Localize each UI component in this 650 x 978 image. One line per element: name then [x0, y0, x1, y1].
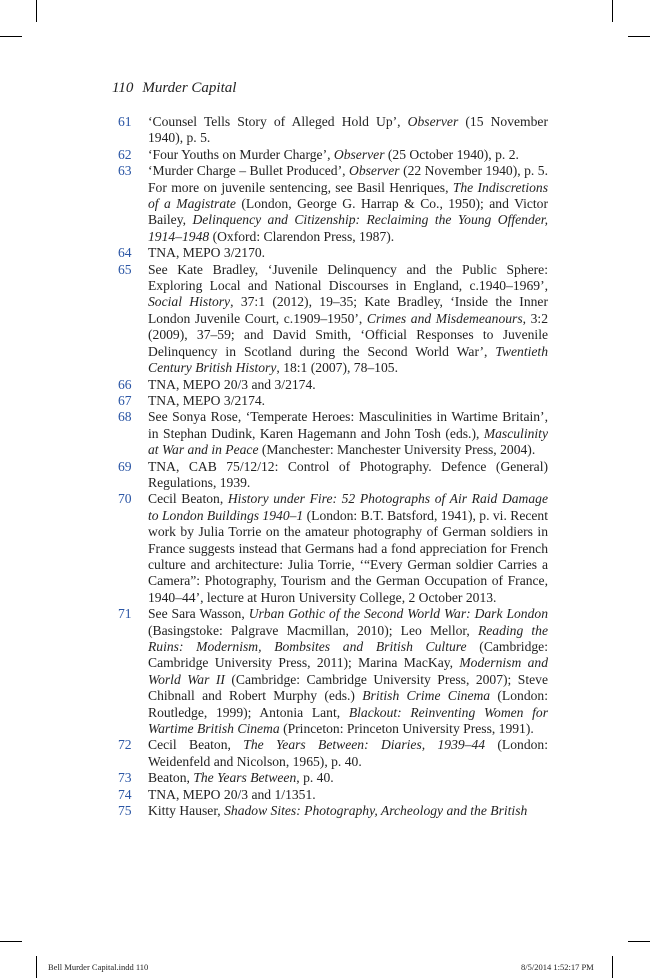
crop-mark	[628, 941, 650, 942]
endnote-number[interactable]: 68	[118, 409, 132, 425]
crop-mark	[0, 36, 22, 37]
running-head	[112, 80, 236, 97]
endnote	[118, 114, 548, 147]
endnote-number[interactable]: 69	[118, 458, 132, 474]
endnote-text-segment: (Oxford: Clarendon Press, 1987).	[209, 228, 395, 244]
crop-mark	[0, 941, 22, 942]
endnote-title-italic: Shadow Sites: Photography, Archeology and the British	[224, 803, 528, 819]
endnote-text	[148, 459, 548, 490]
endnote-text-segment: TNA, MEPO 3/2174.	[148, 392, 266, 408]
endnote-title-italic: Blackout: Reinventing Women for Wartime British Cinema	[148, 704, 549, 737]
endnote-text-segment: TNA, MEPO 20/3 and 1/1351.	[148, 786, 316, 802]
endnote-text	[148, 114, 548, 145]
endnote-title-italic: British Crime Cinema	[362, 688, 491, 704]
endnote-text-segment: ‘Counsel Tells Story of Alleged Hold Up’,	[148, 114, 408, 129]
endnote-text-segment: (25 October 1940), p. 2.	[384, 146, 519, 162]
endnote-text-segment: (Cambridge: Cambridge University Press, 2011); Marina MacKay,	[148, 639, 548, 671]
endnote-number[interactable]: 62	[118, 146, 132, 162]
endnote-title-italic: Observer	[349, 163, 400, 179]
endnote-text	[148, 245, 265, 260]
endnote	[118, 770, 548, 786]
endnote-text-segment: See Kate Bradley, ‘Juvenile Delinquency and the Public Sphere: Exploring Local and National Discourses in England, c.1940–1969’,	[148, 261, 548, 294]
endnote-text	[148, 737, 548, 768]
endnote-number[interactable]: 72	[118, 737, 132, 753]
endnote	[118, 737, 548, 770]
crop-mark	[628, 36, 650, 37]
endnote-text-segment: (Basingstoke: Palgrave Macmillan, 2010); Leo Mellor,	[148, 622, 478, 638]
crop-mark	[612, 0, 613, 22]
crop-mark	[612, 956, 613, 978]
endnote-text-segment: (Princeton: Princeton University Press, 1991).	[279, 721, 534, 737]
endnote-text	[148, 163, 548, 244]
endnote-text	[148, 606, 548, 736]
endnote-text-segment: TNA, CAB 75/12/12: Control of Photography. Defence (General) Regulations, 1939.	[148, 458, 548, 490]
endnote-number[interactable]: 64	[118, 245, 132, 261]
endnote-title-italic: Observer	[407, 114, 459, 129]
endnote-text-segment: Kitty Hauser,	[148, 803, 225, 819]
endnote-text-segment: ‘Four Youths on Murder Charge’,	[148, 146, 334, 162]
endnote-text-segment: TNA, MEPO 3/2170.	[148, 245, 266, 261]
endnote-text-segment: (London: B.T. Batsford, 1941), p. vi. Recent work by Julia Torrie on the amateur photography of German soldiers in France suggests instead that Germans had a fond appreciation for French culture and architecture: Julia Torrie, ‘“Every German soldier Carries a Camera”: Photography, Tourism and the German Occupation of France, 1940–44’, lecture at Huron University College, 2 October 2013.	[148, 507, 548, 605]
endnote-title-italic: The Years Between: Diaries, 1939–44	[243, 737, 486, 753]
endnote	[118, 606, 548, 737]
endnote-title-italic: Reading the Ruins: Modernism, Bombsites and British Culture	[148, 622, 548, 654]
endnote-number[interactable]: 61	[118, 114, 132, 129]
endnote-text-segment: ‘Murder Charge – Bullet Produced’,	[148, 163, 349, 179]
endnote	[118, 393, 548, 409]
endnote-text	[148, 787, 316, 802]
endnote-title-italic: Observer	[333, 146, 385, 162]
endnote-text	[148, 803, 527, 818]
endnote-number[interactable]: 75	[118, 803, 132, 819]
endnote-text-segment: , 3:2 (2009), 37–59; and David Smith, ‘Official Responses to Juvenile Delinquency in Scotland during the Second World War’,	[148, 310, 548, 359]
endnote-text-segment: (Cambridge: Cambridge University Press, 2007); Steve Chibnall and Robert Murphy (eds.)	[148, 671, 548, 704]
endnote-text-segment: Beaton,	[148, 770, 194, 786]
endnote-text-segment: (Manchester: Manchester University Press, 2004).	[258, 442, 536, 458]
endnote	[118, 262, 548, 377]
endnote-title-italic: Urban Gothic of the Second World War: Dark London	[248, 606, 548, 622]
endnote-text-segment: , 18:1 (2007), 78–105.	[276, 360, 398, 376]
endnote-title-italic: Masculinity at War and in Peace	[148, 425, 548, 458]
endnote	[118, 147, 548, 163]
endnote-title-italic: Modernism and World War II	[148, 655, 548, 687]
endnote-number[interactable]: 73	[118, 770, 132, 786]
endnote-number[interactable]: 67	[118, 392, 132, 408]
endnote-number[interactable]: 74	[118, 786, 132, 802]
endnote-number[interactable]: 65	[118, 261, 132, 277]
endnote-text-segment: Cecil Beaton,	[148, 737, 244, 753]
endnote-number[interactable]: 71	[118, 606, 132, 622]
endnote-text	[148, 770, 334, 785]
endnote-text-segment: See Sonya Rose, ‘Temperate Heroes: Masculinities in Wartime Britain’, in Stephan Dudink, Karen Hagemann and John Tosh (eds.),	[148, 409, 548, 441]
endnote-text-segment: (15 November 1940), p. 5.	[148, 114, 548, 146]
endnote-title-italic: Crimes and Misdemeanours	[366, 310, 523, 326]
book-title: Murder Capital	[142, 80, 237, 96]
endnote-number[interactable]: 70	[118, 491, 132, 507]
endnote-text-segment: See Sara Wasson,	[148, 606, 249, 622]
endnote-text-segment: , 37:1 (2012), 19–35; Kate Bradley, ‘Inside the Inner London Juvenile Court, c.1909–1950’,	[148, 294, 548, 326]
endnote-title-italic: The Indiscretions of a Magistrate	[148, 179, 548, 212]
endnote-title-italic: Social History	[148, 294, 231, 310]
endnote-text-segment: , p. 40.	[296, 770, 334, 786]
endnote-text-segment: (London: Routledge, 1999); Antonia Lant,	[148, 688, 548, 720]
endnote-number[interactable]: 63	[118, 163, 132, 179]
endnote-text	[148, 393, 265, 408]
endnote-title-italic: Delinquency and Citizenship: Reclaiming the Young Offender, 1914–1948	[148, 212, 548, 244]
endnote-text-segment: (22 November 1940), p. 5. For more on juvenile sentencing, see Basil Henriques,	[148, 163, 548, 195]
endnote-text-segment: (London, George G. Harrap & Co., 1950); and Victor Bailey,	[148, 196, 549, 228]
page-number: 110	[112, 80, 134, 96]
endnote-text	[148, 409, 548, 457]
slug-file-name: Bell Murder Capital.indd 110	[48, 962, 149, 972]
endnote-text-segment: Cecil Beaton,	[148, 491, 228, 507]
endnote-text-segment: (London: Weidenfeld and Nicolson, 1965), p. 40.	[148, 737, 548, 769]
endnote-title-italic: History under Fire: 52 Photographs of Air Raid Damage to London Buildings 1940–1	[148, 491, 549, 523]
endnote	[118, 163, 548, 245]
endnote-text-segment: TNA, MEPO 20/3 and 3/2174.	[148, 376, 316, 392]
endnotes-list	[118, 114, 548, 819]
endnote-text	[148, 377, 316, 392]
endnote-text	[148, 491, 548, 604]
crop-mark	[36, 0, 37, 22]
endnote	[118, 377, 548, 393]
crop-mark	[36, 956, 37, 978]
endnote-number[interactable]: 66	[118, 376, 132, 392]
endnote	[118, 787, 548, 803]
endnote	[118, 245, 548, 261]
endnote	[118, 803, 548, 819]
endnote-title-italic: Twentieth Century British History	[148, 343, 548, 376]
endnote	[118, 409, 548, 458]
slug-timestamp: 8/5/2014 1:52:17 PM	[521, 962, 594, 972]
endnote-title-italic: The Years Between	[193, 770, 297, 786]
endnote-text	[148, 262, 548, 375]
endnote	[118, 491, 548, 606]
endnote-text	[148, 147, 519, 162]
endnote	[118, 459, 548, 492]
